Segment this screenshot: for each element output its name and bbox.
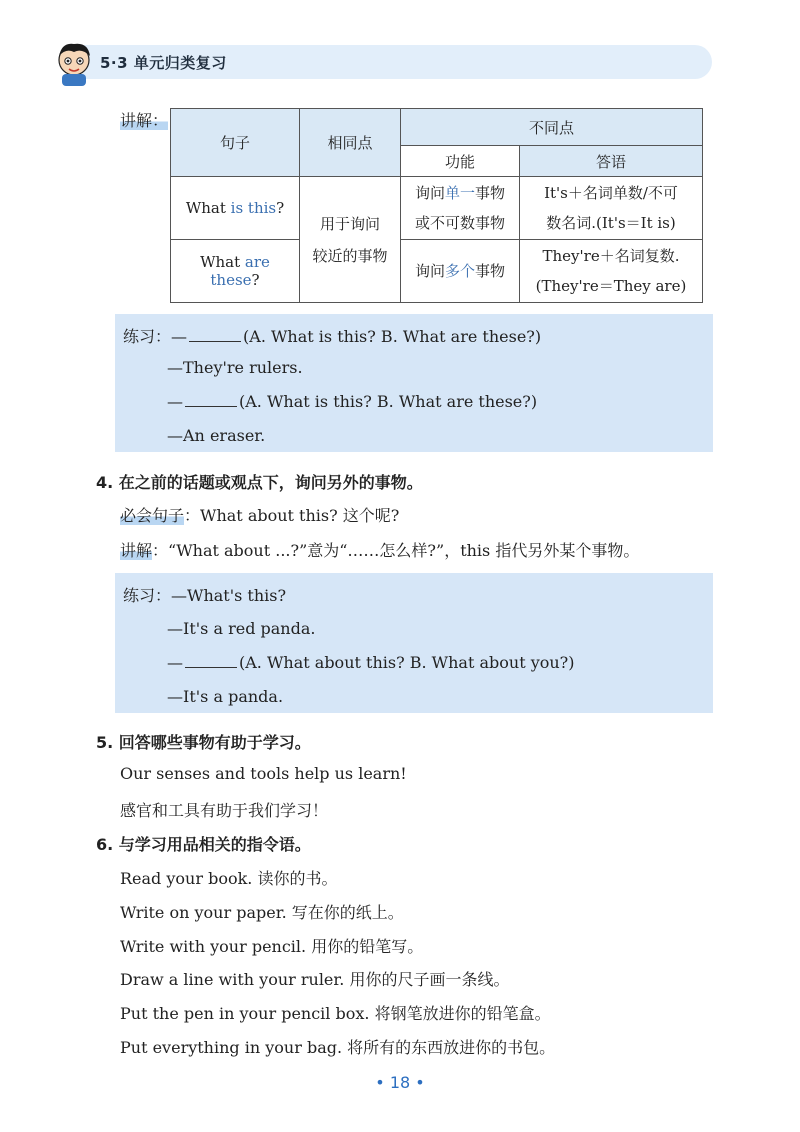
practice1-line2: —They're rulers. (167, 358, 303, 377)
section-4-title: 4. 在之前的话题或观点下，询问另外的事物。 (96, 473, 423, 492)
answer-blank-3[interactable] (185, 653, 237, 668)
practice2-line3: — (A. What about this? B. What about you?) (167, 653, 575, 672)
practice2-line2: —It's a red panda. (167, 619, 316, 638)
header-sentence: 句子 (171, 109, 300, 177)
function-multiple: 询问多个事物 (401, 240, 520, 303)
sentence-what-is-this: What is this? (171, 177, 300, 240)
sentence-what-are-these: What are these? (171, 240, 300, 303)
section-5-english: Our senses and tools help us learn! (120, 764, 407, 783)
section-6-title: 6. 与学习用品相关的指令语。 (96, 835, 311, 854)
header-difference: 不同点 (401, 109, 703, 146)
practice1-line4: —An eraser. (167, 426, 266, 445)
instruction-line: Draw a line with your ruler. 用你的尺子画一条线。 (120, 970, 510, 989)
practice2-line4: —It's a panda. (167, 687, 284, 706)
function-single: 询问单一事物 或不可数事物 (401, 177, 520, 240)
answer-singular: It's＋名词单数/不可 数名词.(It's＝It is) (520, 177, 703, 240)
section-4-must: 必会句子：What about this? 这个呢? (120, 506, 400, 525)
comparison-table (170, 108, 703, 303)
section-5-chinese: 感官和工具有助于我们学习！ (120, 801, 329, 820)
section-4-explain: 讲解：“What about ...?”意为“……怎么样?”，this 指代另外某个事物。 (120, 541, 640, 560)
practice-box-2 (115, 573, 713, 713)
page-header-title: 5·3 单元归类复习 (100, 54, 227, 72)
practice1-line3: — (A. What is this? B. What are these?) (167, 392, 538, 411)
practice-box-1 (115, 314, 713, 452)
answer-plural: They're＋名词复数. (They're＝They are) (520, 240, 703, 303)
practice2-line1: 练习：—What's this? (123, 586, 287, 605)
header-function: 功能 (401, 146, 520, 177)
instruction-line: Write on your paper. 写在你的纸上。 (120, 903, 404, 922)
answer-blank-1[interactable] (189, 327, 241, 342)
common-point: 用于询问 较近的事物 (300, 177, 401, 303)
mascot-icon (52, 40, 96, 86)
instruction-line: Read your book. 读你的书。 (120, 869, 338, 888)
explain-label: 讲解： (120, 111, 169, 130)
page-number: • 18 • (375, 1073, 425, 1092)
answer-blank-2[interactable] (185, 392, 237, 407)
instruction-line: Put everything in your bag. 将所有的东西放进你的书包。 (120, 1038, 556, 1057)
header-common: 相同点 (300, 109, 401, 177)
practice1-line1: 练习：— (A. What is this? B. What are these?) (123, 327, 542, 346)
instruction-line: Write with your pencil. 用你的铅笔写。 (120, 937, 424, 956)
header-answer: 答语 (520, 146, 703, 177)
section-5-title: 5. 回答哪些事物有助于学习。 (96, 733, 311, 752)
instruction-line: Put the pen in your pencil box. 将钢笔放进你的铅笔盒。 (120, 1004, 551, 1023)
